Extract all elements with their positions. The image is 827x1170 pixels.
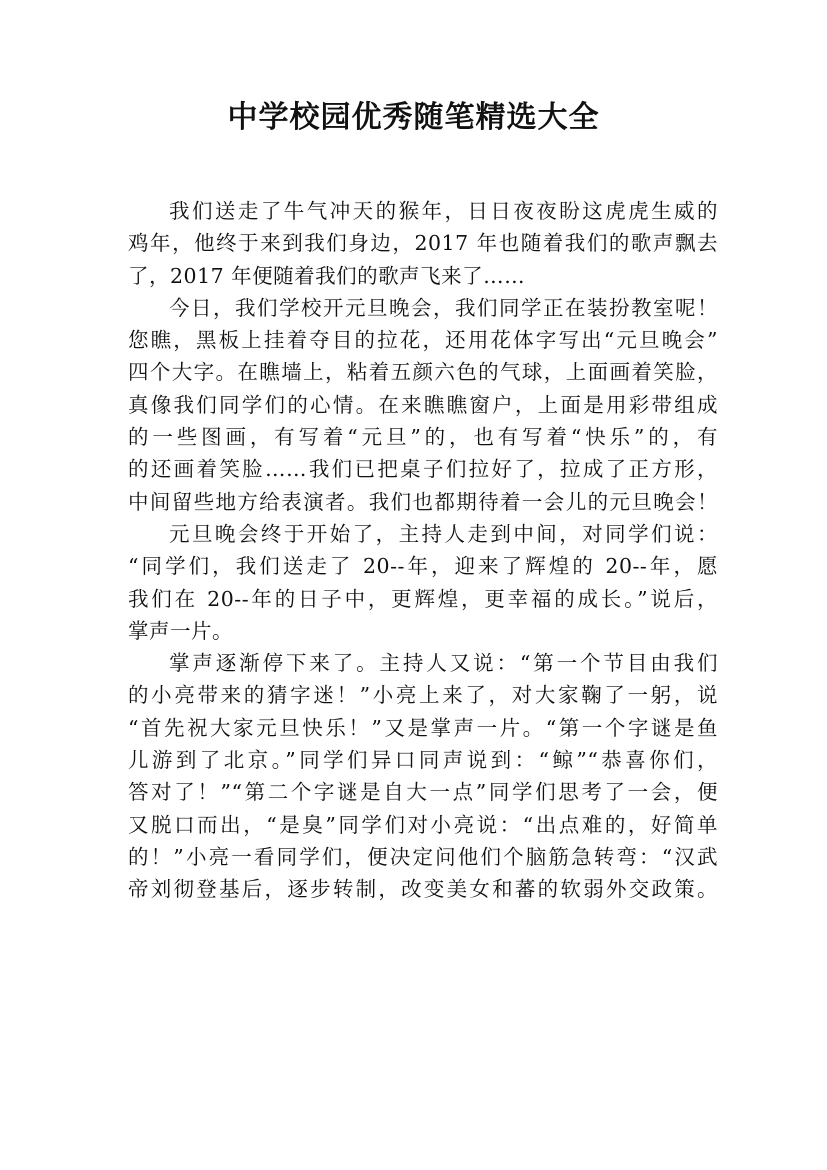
text-line: 帝刘彻登基后，逐步转制，改变美女和蕃的软弱外交政策。 bbox=[128, 877, 718, 902]
text-line: 中间留些地方给表演者。我们也都期待着一会儿的元旦晚会！ bbox=[128, 489, 718, 514]
text-line: 掌声逐渐停下来了。主持人又说：“第一个节目由我们 bbox=[169, 651, 718, 676]
text-line: 答对了！”“第二个字谜是自大一点”同学们思考了一会，便 bbox=[128, 780, 718, 805]
text-line: 元旦晚会终于开始了，主持人走到中间，对同学们说： bbox=[169, 521, 718, 546]
text-line: “同学们，我们送走了 20--年，迎来了辉煌的 20--年，愿 bbox=[128, 554, 718, 579]
text-line: 鸡年，他终于来到我们身边，2017 年也随着我们的歌声飘去 bbox=[128, 231, 718, 256]
text-line: 四个大字。在瞧墙上，粘着五颜六色的气球，上面画着笑脸， bbox=[128, 360, 718, 385]
text-line: 掌声一片。 bbox=[128, 618, 233, 643]
document-title: 中学校园优秀随笔精选大全 bbox=[227, 100, 600, 135]
text-line: 真像我们同学们的心情。在来瞧瞧窗户，上面是用彩带组成 bbox=[128, 392, 718, 417]
text-line: 了，2017 年便随着我们的歌声飞来了…… bbox=[128, 263, 526, 288]
document-body bbox=[128, 195, 718, 906]
text-line: 我们在 20--年的日子中，更辉煌，更幸福的成长。”说后， bbox=[128, 586, 718, 611]
text-line: 您瞧，黑板上挂着夺目的拉花，还用花体字写出“元旦晚会” bbox=[128, 328, 718, 353]
text-line: 又脱口而出，“是臭”同学们对小亮说：“出点难的，好简单 bbox=[128, 812, 718, 837]
text-line: 儿游到了北京。”同学们异口同声说到：“鲸”“恭喜你们， bbox=[128, 748, 718, 773]
text-line: 今日，我们学校开元旦晚会，我们同学正在装扮教室呢！ bbox=[169, 295, 718, 320]
text-line: 的一些图画，有写着“元旦”的，也有写着“快乐”的，有 bbox=[128, 425, 718, 450]
text-line: “首先祝大家元旦快乐！”又是掌声一片。“第一个字谜是鱼 bbox=[128, 715, 718, 740]
text-line: 的！”小亮一看同学们，便决定问他们个脑筋急转弯：“汉武 bbox=[128, 844, 718, 869]
text-line: 的小亮带来的猜字迷！”小亮上来了，对大家鞠了一躬，说 bbox=[128, 683, 718, 708]
text-line: 的还画着笑脸……我们已把桌子们拉好了，拉成了正方形， bbox=[128, 457, 718, 482]
text-line: 我们送走了牛气冲天的猴年，日日夜夜盼这虎虎生威的 bbox=[169, 199, 718, 223]
